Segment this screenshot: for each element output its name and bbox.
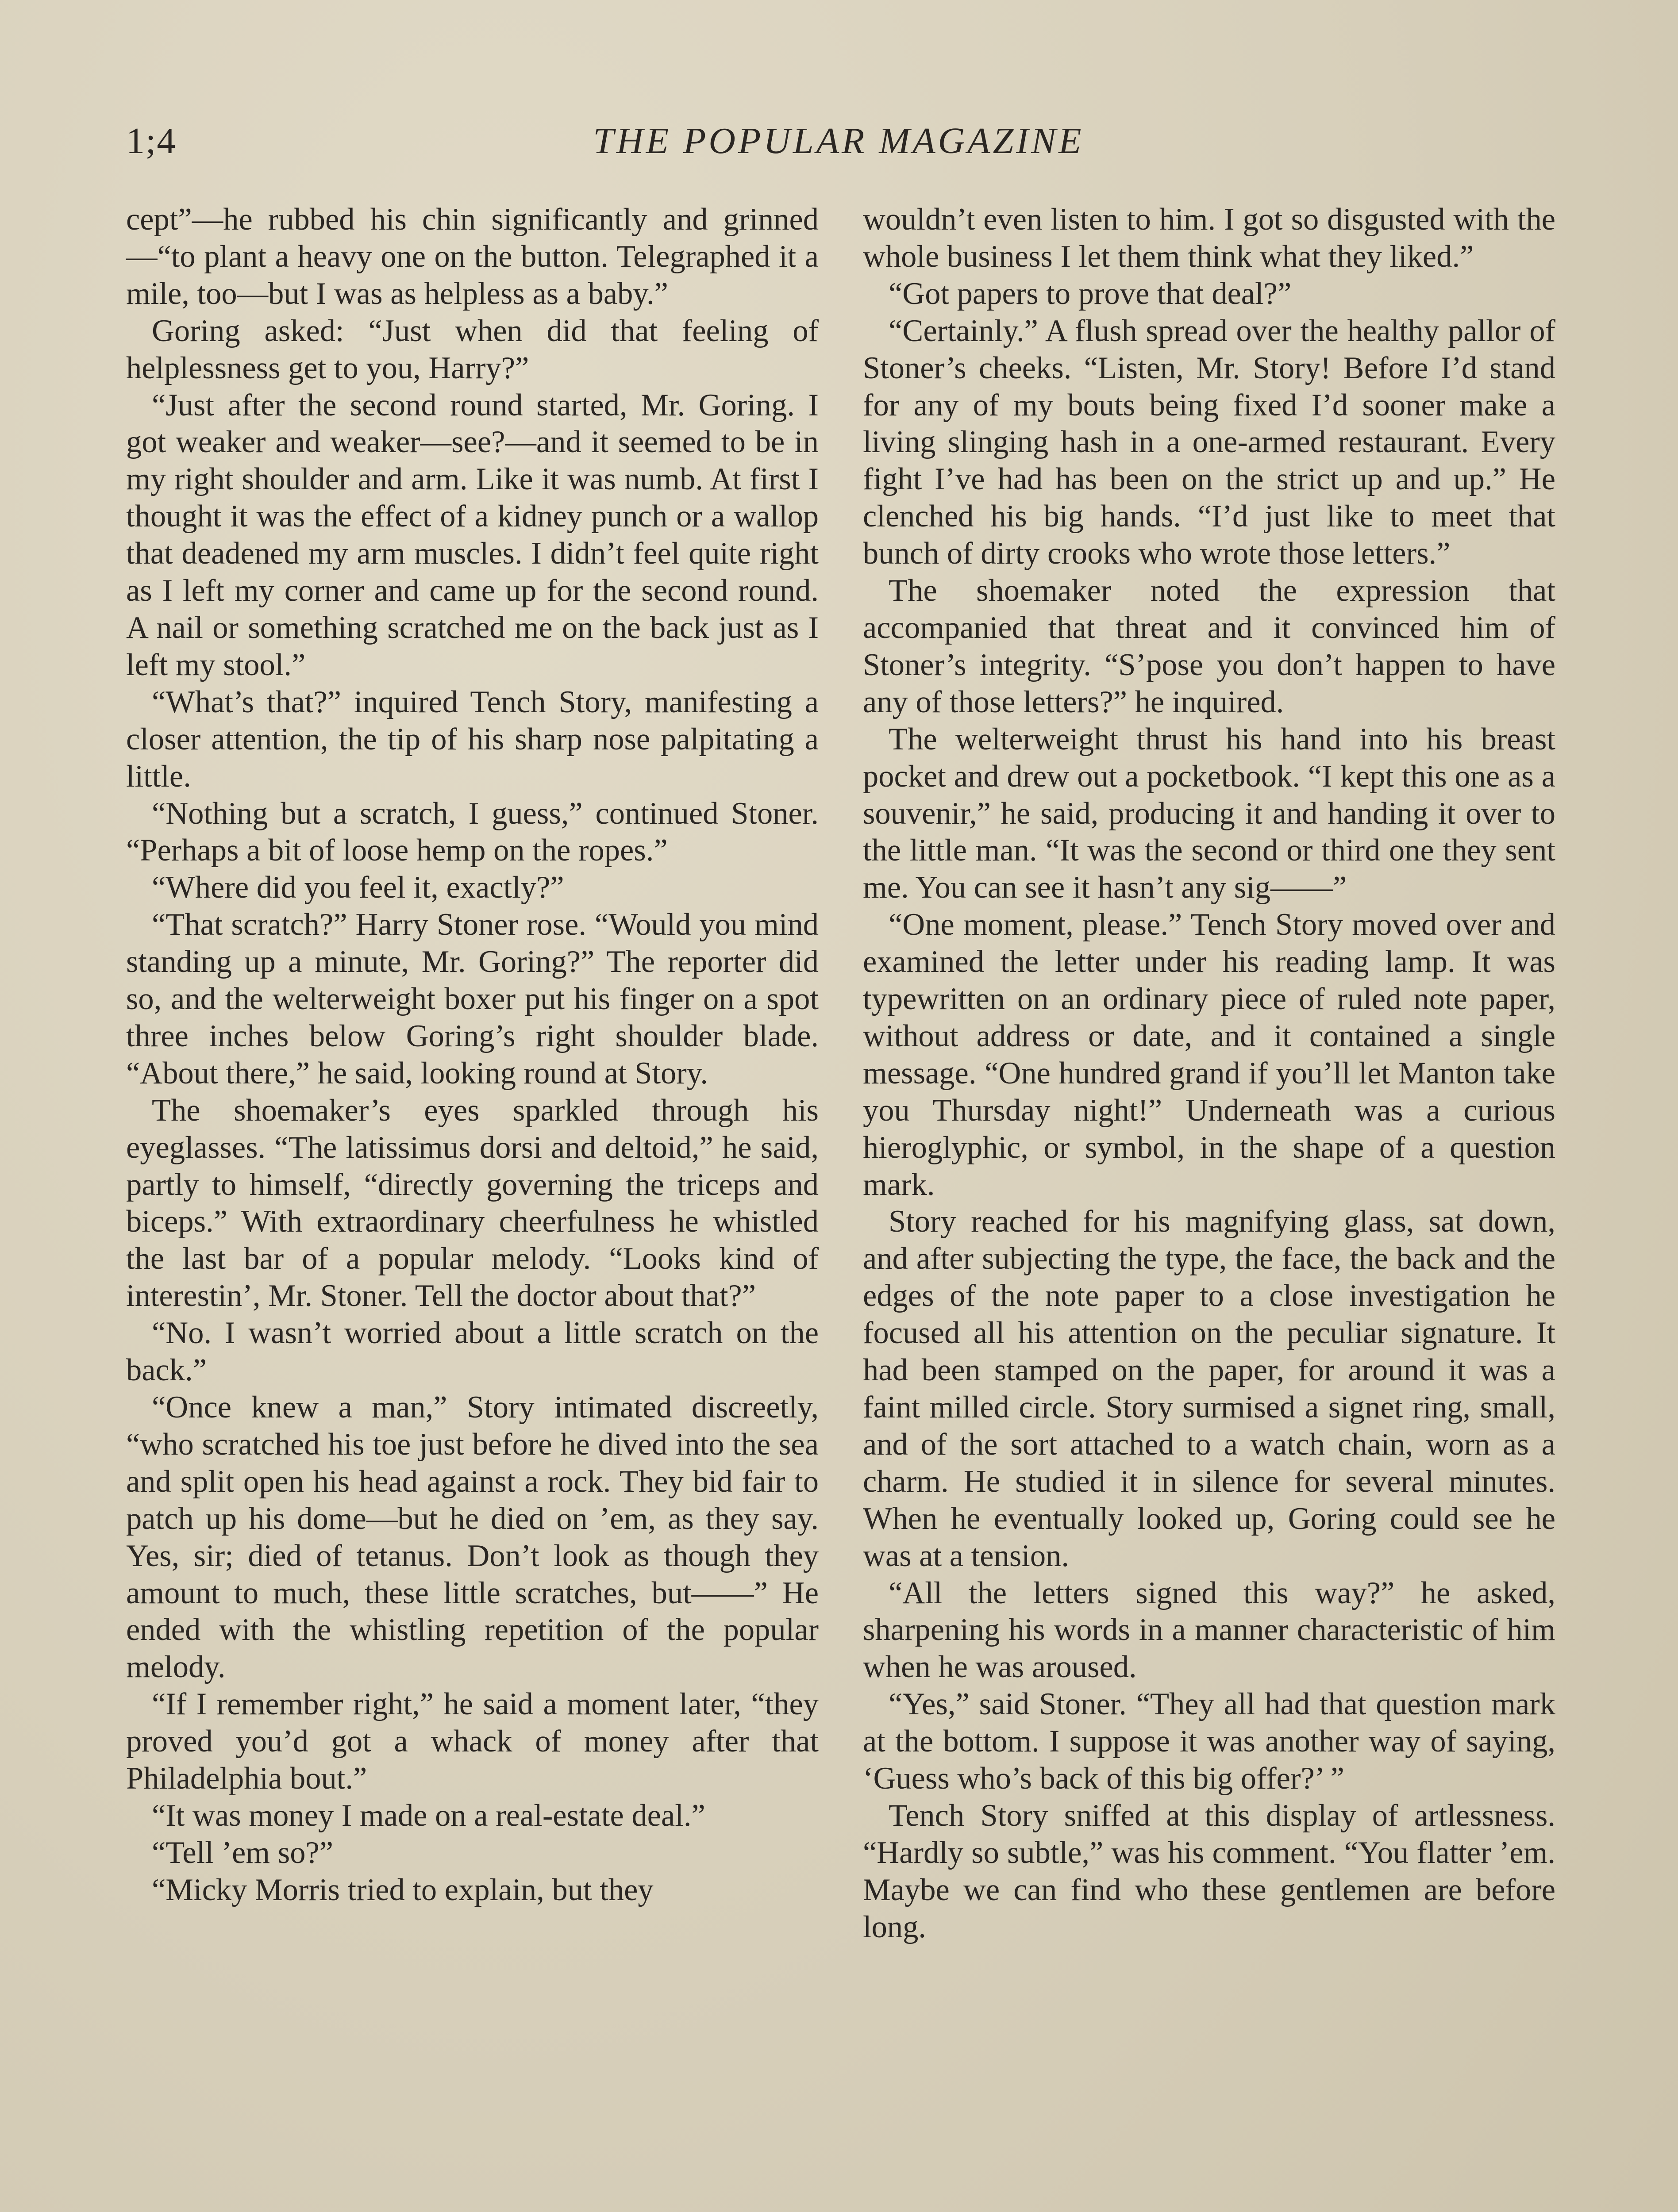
page-number: 1;4 — [126, 120, 177, 161]
paragraph: “What’s that?” inquired Tench Story, manifesting a closer attention, the tip of his sharp nose palpitating a little. — [126, 684, 819, 794]
paragraph: “Certainly.” A flush spread over the healthy pallor of Stoner’s cheeks. “Listen, Mr. Story! Before I’d stand for any of my bouts being fixed I’d sooner make a living slinging hash in a one-armed restaurant. Every fight I’ve had has been on the strict up and up.” He clenched his big hands. “I’d just like to meet that bunch of dirty crooks who wrote those letters.” — [863, 313, 1555, 571]
page-header — [126, 119, 1551, 173]
right-column — [863, 201, 1555, 1946]
paragraph: “Once knew a man,” Story intimated discreetly, “who scratched his toe just before he dived into the sea and split open his head against a rock. They bid fair to patch up his dome—but he died on ’em, as they say. Yes, sir; died of tetanus. Don’t look as though they amount to much, these little scratches, but——” He ended with the whistling repetition of the popular melody. — [126, 1390, 819, 1685]
paragraph: “Micky Morris tried to explain, but they — [152, 1872, 654, 1907]
paragraph: “Got papers to prove that deal?” — [889, 276, 1292, 311]
paragraph: Goring asked: “Just when did that feeling of helplessness get to you, Harry?” — [126, 313, 819, 385]
paragraph: The shoemaker’s eyes sparkled through his eyeglasses. “The latissimus dorsi and deltoid,” he said, partly to himself, “directly governing the triceps and biceps.” With extraordinary cheerfulness he whistled the last bar of a popular melody. “Looks kind of interestin’, Mr. Stoner. Tell the doctor about that?” — [126, 1093, 819, 1313]
paragraph: The welterweight thrust his hand into his breast pocket and drew out a pocketbook. “I kept this one as a souvenir,” he said, producing it and handing it over to the little man. “It was the second or third one they sent me. You can see it hasn’t any sig——” — [863, 722, 1555, 905]
paragraph: “Tell ’em so?” — [152, 1835, 334, 1870]
paragraph: cept”—he rubbed his chin significantly and grinned—“to plant a heavy one on the button. Telegraphed it a mile, too—but I was as helpless as a baby.” — [126, 202, 819, 311]
paragraph: “No. I wasn’t worried about a little scratch on the back.” — [126, 1316, 819, 1388]
paragraph: “Yes,” said Stoner. “They all had that question mark at the bottom. I suppose it was another way of saying, ‘Guess who’s back of this big offer?’ ” — [863, 1687, 1555, 1796]
paragraph: “Just after the second round started, Mr. Goring. I got weaker and weaker—see?—and it seemed to be in my right shoulder and arm. Like it was numb. At first I thought it was the effect of a kidney punch or a wallop that deadened my arm muscles. I didn’t feel quite right as I left my corner and came up for the second round. A nail or something scratched me on the back just as I left my stool.” — [126, 388, 819, 682]
paragraph: Story reached for his magnifying glass, sat down, and after subjecting the type, the face, the back and the edges of the note paper to a close investigation he focused all his attention on the peculiar signature. It had been stamped on the paper, for around it was a faint milled circle. Story surmised a signet ring, small, and of the sort attached to a watch chain, worn as a charm. He studied it in silence for several minutes. When he eventually looked up, Goring could see he was at a tension. — [863, 1204, 1555, 1573]
paragraph: “All the letters signed this way?” he asked, sharpening his words in a manner characteristic of him when he was aroused. — [863, 1575, 1555, 1685]
running-title: THE POPULAR MAGAZINE — [593, 120, 1084, 161]
paragraph: wouldn’t even listen to him. I got so disgusted with the whole business I let them think what they liked.” — [863, 202, 1555, 274]
paragraph: Tench Story sniffed at this display of artlessness. “Hardly so subtle,” was his comment. “You flatter ’em. Maybe we can find who these gentlemen are before long. — [863, 1798, 1555, 1944]
paragraph: The shoemaker noted the expression that accompanied that threat and it convinced him of Stoner’s integrity. “S’pose you don’t happen to have any of those letters?” he inquired. — [863, 573, 1555, 719]
paragraph: “That scratch?” Harry Stoner rose. “Would you mind standing up a minute, Mr. Goring?” The reporter did so, and the welterweight boxer put his finger on a spot three inches below Goring’s right shoulder blade. “About there,” he said, looking round at Story. — [126, 907, 819, 1091]
paragraph: “It was money I made on a real-estate deal.” — [152, 1798, 705, 1833]
paragraph: “Where did you feel it, exactly?” — [152, 870, 564, 905]
left-column — [126, 201, 819, 1909]
paragraph: “One moment, please.” Tench Story moved over and examined the letter under his reading lamp. It was typewritten on an ordinary piece of ruled note paper, without address or date, and it contained a single message. “One hundred grand if you’ll let Manton take you Thursday night!” Underneath was a curious hieroglyphic, or symbol, in the shape of a question mark. — [863, 907, 1555, 1202]
paragraph: “Nothing but a scratch, I guess,” continued Stoner. “Perhaps a bit of loose hemp on the ropes.” — [126, 796, 819, 868]
paragraph: “If I remember right,” he said a moment later, “they proved you’d got a whack of money after that Philadelphia bout.” — [126, 1687, 819, 1796]
